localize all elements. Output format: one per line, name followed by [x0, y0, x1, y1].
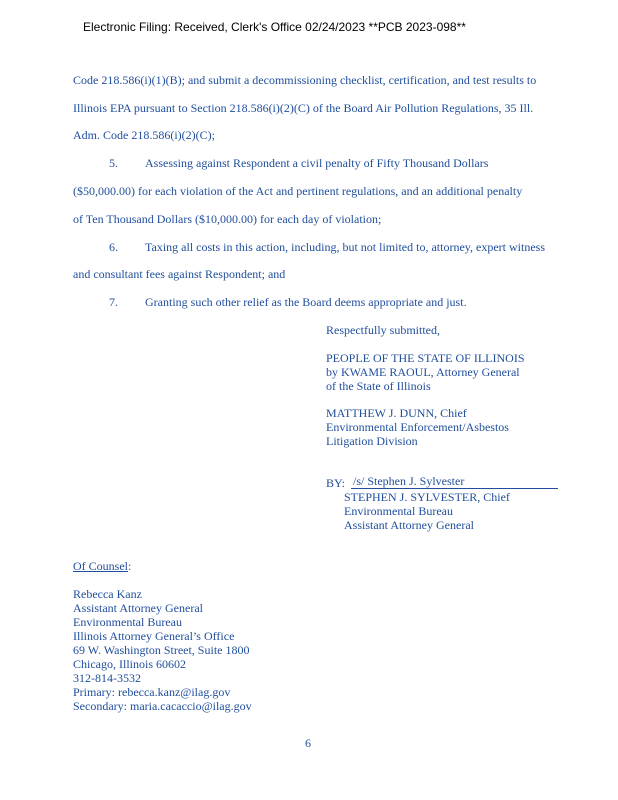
- counsel-primary-email: Primary: rebecca.kanz@ilag.gov: [73, 685, 231, 699]
- item-6-line-1: Taxing all costs in this action, including, but not limited to, attorney, expert witness: [145, 240, 545, 254]
- counsel-line: Assistant Attorney General: [73, 601, 203, 615]
- electronic-signature: /s/ Stephen J. Sylvester: [353, 474, 465, 488]
- signature-line: [351, 488, 558, 489]
- item-5-line-2: ($50,000.00) for each violation of the Act and pertinent regulations, and an additional penalty: [73, 184, 523, 198]
- signer-line-2: Environmental Bureau: [344, 504, 453, 518]
- page-number: 6: [305, 736, 311, 750]
- counsel-line: Rebecca Kanz: [73, 587, 142, 601]
- party-line-2: by KWAME RAOUL, Attorney General: [326, 365, 520, 379]
- closing: Respectfully submitted,: [326, 323, 440, 337]
- signer-line-3: Assistant Attorney General: [344, 518, 474, 532]
- item-5-line-3: of Ten Thousand Dollars ($10,000.00) for each day of violation;: [73, 212, 382, 226]
- of-counsel-label: Of Counsel: [73, 559, 128, 573]
- item-5-number: 5.: [109, 156, 118, 170]
- counsel-line: 69 W. Washington Street, Suite 1800: [73, 643, 250, 657]
- item-6-number: 6.: [109, 240, 118, 254]
- by-label: BY:: [326, 476, 345, 490]
- item-7-number: 7.: [109, 295, 118, 309]
- counsel-line: Chicago, Illinois 60602: [73, 657, 186, 671]
- body-line-1: Code 218.586(i)(1)(B); and submit a decommissioning checklist, certification, and test results to: [73, 73, 537, 87]
- signer-line-1: STEPHEN J. SYLVESTER, Chief: [344, 490, 510, 504]
- counsel-phone: 312-814-3532: [73, 671, 141, 685]
- chief-line-1: MATTHEW J. DUNN, Chief: [326, 406, 467, 420]
- party-line-3: of the State of Illinois: [326, 379, 431, 393]
- item-5-line-1: Assessing against Respondent a civil penalty of Fifty Thousand Dollars: [145, 156, 489, 170]
- filing-stamp-header: Electronic Filing: Received, Clerk's Office 02/24/2023 **PCB 2023-098**: [83, 20, 466, 34]
- item-6-line-2: and consultant fees against Respondent; and: [73, 267, 286, 281]
- party-line-1: PEOPLE OF THE STATE OF ILLINOIS: [326, 351, 525, 365]
- counsel-line: Environmental Bureau: [73, 615, 182, 629]
- counsel-secondary-email: Secondary: maria.cacaccio@ilag.gov: [73, 699, 252, 713]
- item-7-line-1: Granting such other relief as the Board deems appropriate and just.: [145, 295, 467, 309]
- body-line-3: Adm. Code 218.586(i)(2)(C);: [73, 128, 215, 142]
- chief-line-2: Environmental Enforcement/Asbestos: [326, 420, 509, 434]
- counsel-line: Illinois Attorney General’s Office: [73, 629, 235, 643]
- of-counsel-colon: :: [128, 559, 132, 573]
- of-counsel-heading: [73, 559, 131, 573]
- body-line-2: Illinois EPA pursuant to Section 218.586(i)(2)(C) of the Board Air Pollution Regulations, 35 Ill.: [73, 101, 534, 115]
- chief-line-3: Litigation Division: [326, 434, 418, 448]
